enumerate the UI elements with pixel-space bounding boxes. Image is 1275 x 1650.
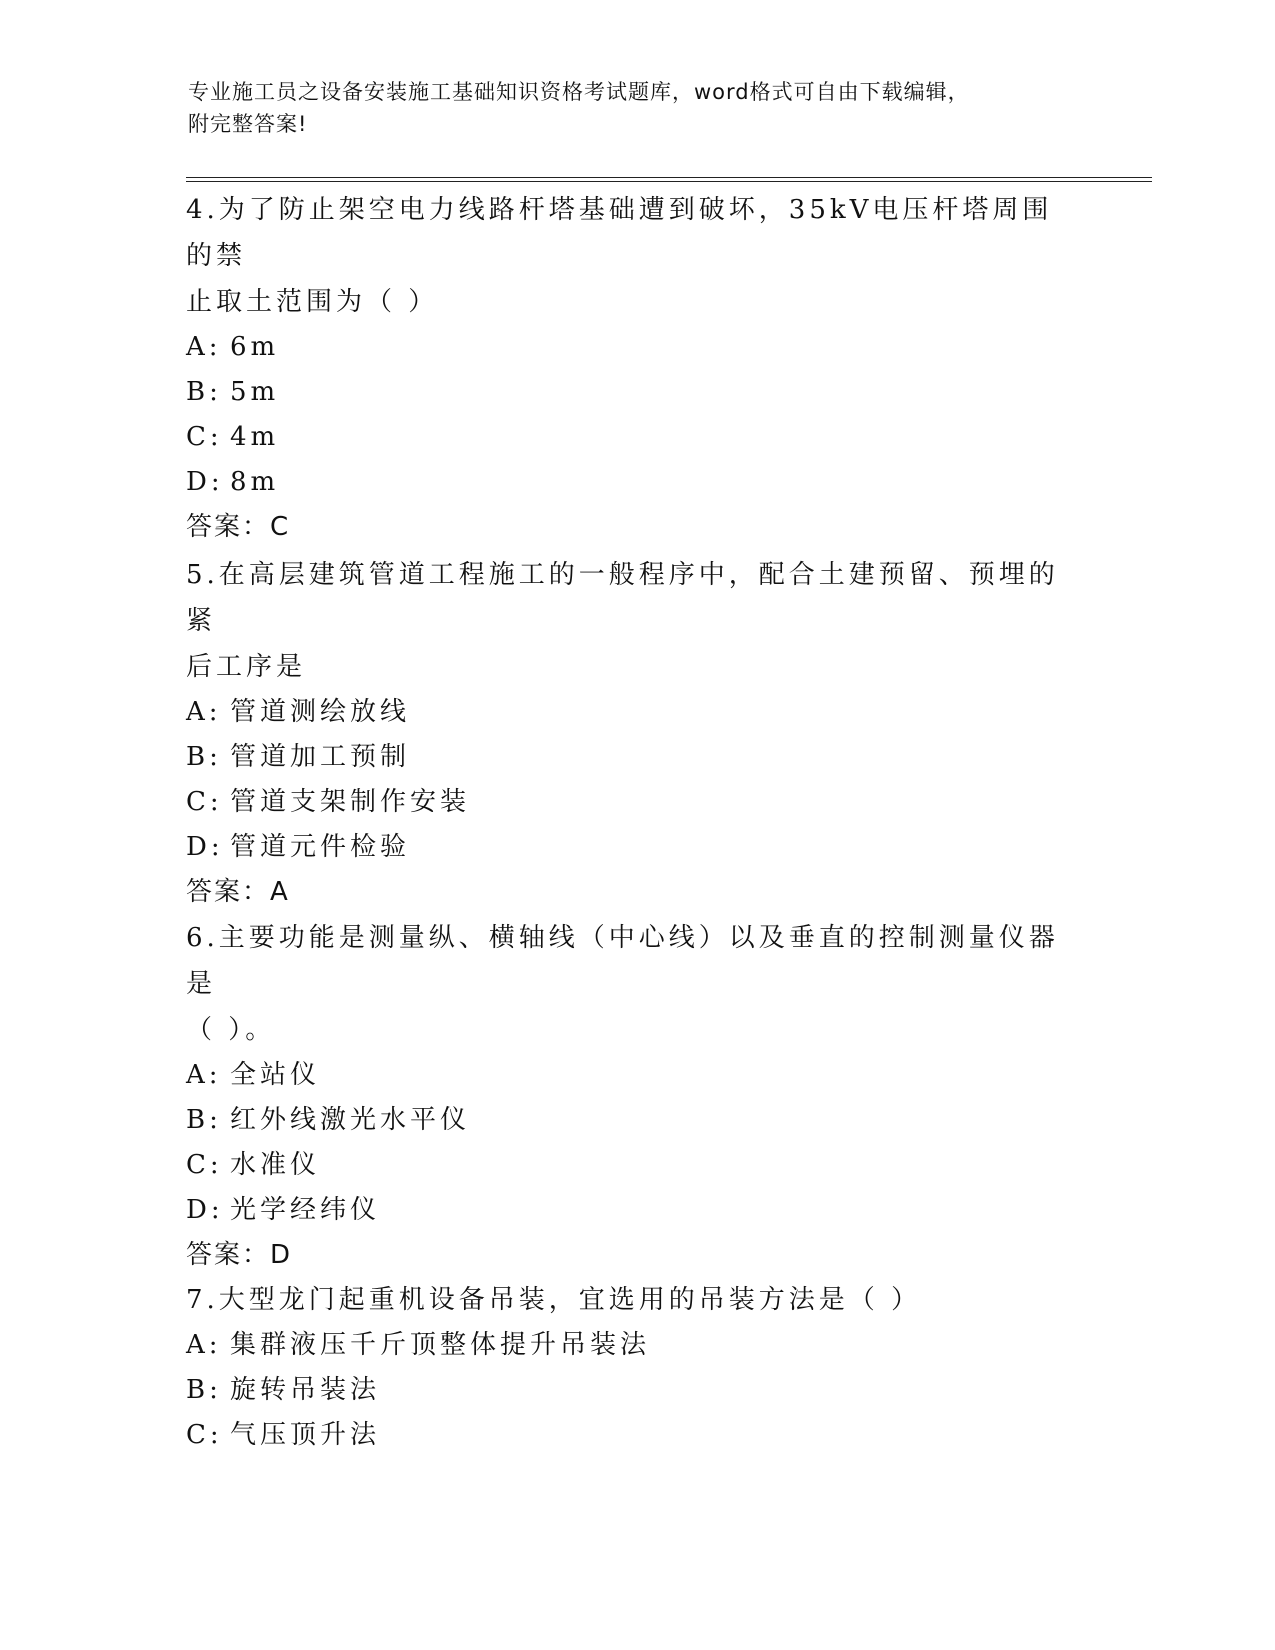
option-text: 旋转吊装法 <box>230 1375 381 1405</box>
option-label: A: <box>186 697 222 727</box>
option-a <box>186 325 1066 370</box>
header-line-1: 专业施工员之设备安装施工基础知识资格考试题库，word格式可自由下载编辑， <box>188 80 970 104</box>
option-a <box>186 1053 1066 1098</box>
option-text: 管道加工预制 <box>230 742 411 772</box>
question-stem-line: （ ）。 <box>186 1015 276 1045</box>
option-text: 水准仪 <box>230 1150 321 1180</box>
document-header <box>188 76 1068 140</box>
header-line-2: 附完整答案! <box>188 112 308 136</box>
answer-line: 答案：A <box>186 877 290 907</box>
answer-line: 答案：D <box>186 1240 293 1270</box>
option-d <box>186 460 1066 505</box>
option-label: D: <box>186 467 224 497</box>
option-b <box>186 1368 1066 1413</box>
option-label: C: <box>186 787 223 817</box>
option-text: 管道元件检验 <box>230 832 411 862</box>
option-a <box>186 690 1066 735</box>
header-divider-bottom <box>186 181 1152 182</box>
option-label: B: <box>186 1375 222 1405</box>
option-text: 红外线激光水平仪 <box>230 1105 471 1135</box>
question-stem-line: 止取土范围为（ ） <box>186 287 439 317</box>
option-label: C: <box>186 1150 223 1180</box>
option-label: C: <box>186 1420 223 1450</box>
option-c <box>186 1143 1066 1188</box>
option-text: 管道支架制作安装 <box>230 787 471 817</box>
question-stem-line: 6.主要功能是测量纵、横轴线（中心线）以及垂直的控制测量仪器是 <box>186 923 1059 999</box>
question-stem-line: 后工序是 <box>186 652 307 682</box>
option-b <box>186 370 1066 415</box>
option-d <box>186 825 1066 870</box>
option-c <box>186 415 1066 460</box>
option-b <box>186 1098 1066 1143</box>
option-b <box>186 735 1066 780</box>
option-label: D: <box>186 1195 224 1225</box>
option-label: A: <box>186 332 222 362</box>
header-divider-top <box>186 177 1152 178</box>
question-4 <box>186 187 1066 549</box>
answer-line: 答案：C <box>186 512 291 542</box>
option-label: D: <box>186 832 224 862</box>
option-label: A: <box>186 1060 222 1090</box>
option-text: 管道测绘放线 <box>230 697 411 727</box>
question-6 <box>186 915 1066 1277</box>
option-label: B: <box>186 377 222 407</box>
option-label: A: <box>186 1330 222 1360</box>
option-text: 集群液压千斤顶整体提升吊装法 <box>230 1330 651 1360</box>
option-text: 5m <box>230 377 280 407</box>
question-stem-line: 7.大型龙门起重机设备吊装，宜选用的吊装方法是（ ） <box>186 1285 922 1315</box>
question-5 <box>186 552 1066 914</box>
option-text: 气压顶升法 <box>230 1420 381 1450</box>
option-text: 光学经纬仪 <box>230 1195 381 1225</box>
option-label: C: <box>186 422 223 452</box>
option-text: 4m <box>230 422 280 452</box>
option-a <box>186 1323 1066 1368</box>
option-label: B: <box>186 742 222 772</box>
question-stem-line: 5.在高层建筑管道工程施工的一般程序中，配合土建预留、预埋的紧 <box>186 560 1059 636</box>
option-d <box>186 1188 1066 1233</box>
option-text: 8m <box>230 467 280 497</box>
option-c <box>186 1413 1066 1458</box>
option-label: B: <box>186 1105 222 1135</box>
option-text: 全站仪 <box>230 1060 321 1090</box>
question-stem-line: 4.为了防止架空电力线路杆塔基础遭到破坏，35kV电压杆塔周围的禁 <box>186 195 1053 271</box>
option-c <box>186 780 1066 825</box>
question-7 <box>186 1277 1066 1458</box>
option-text: 6m <box>230 332 280 362</box>
